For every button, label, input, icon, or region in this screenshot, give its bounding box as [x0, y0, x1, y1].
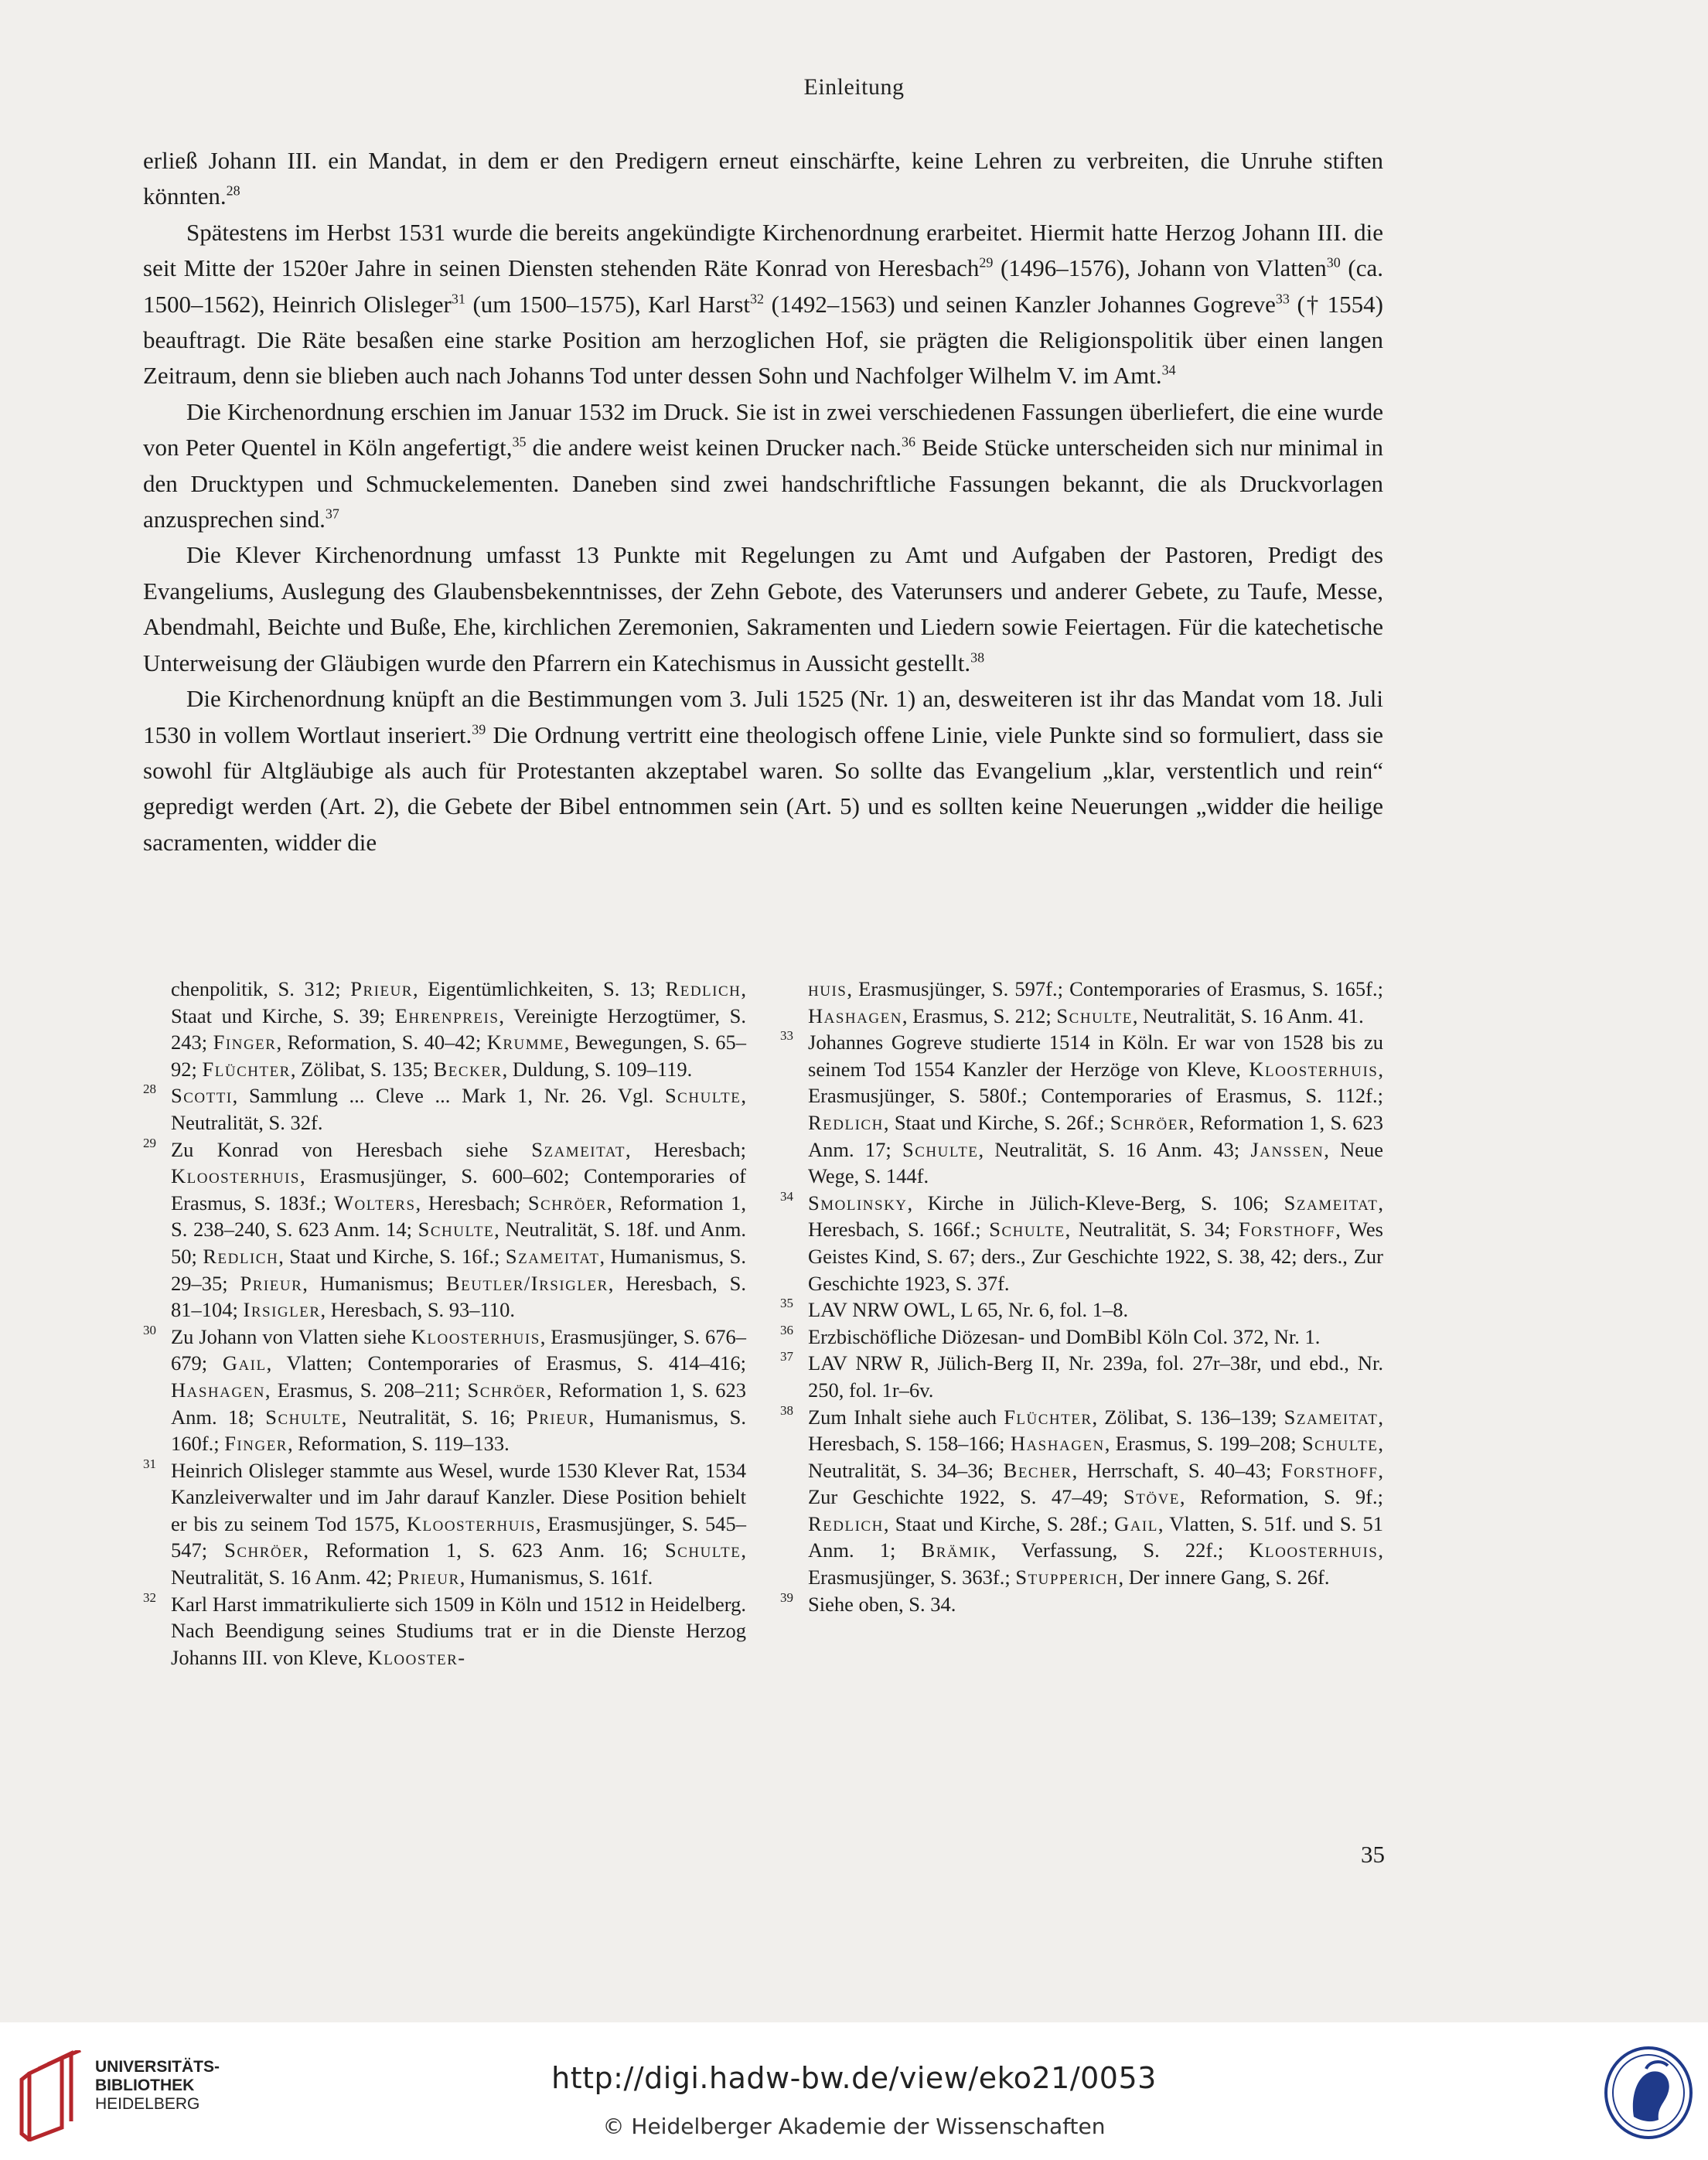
footnote-number: 39 [780, 1589, 793, 1605]
footer-bar [0, 2022, 1708, 2160]
author-name: Finger [224, 1432, 288, 1456]
author-name: Krumme [486, 1031, 564, 1054]
main-text [143, 143, 1383, 860]
footnote-number: 32 [143, 1589, 156, 1605]
author-name: Schulte [902, 1137, 979, 1161]
author-name: Prieur [350, 977, 413, 1000]
author-name: Schulte [664, 1538, 741, 1562]
author-name: Redlich [808, 1511, 884, 1535]
footnote: 36 Erzbischöfliche Diözesan- und DomBibl Köln Col. 372, Nr. 1. [780, 1324, 1383, 1351]
footnote: 38 Zum Inhalt siehe auch Flüchter, Zölibat, S. 136–139; Szameitat, Heresbach, S. 158–166; Hashagen, Erasmus, S. 199–208; Schulte, Neutralität, S. 34–36; Becher, Herrschaft, S. 40–43; Forsthoff, Zur Geschichte 1922, S. 47–49; Stöve, Reformation, S. 9f.; Redlich, Staat und Kirche, S. 28f.; Gail, Vlatten, S. 51f. und S. 51 Anm. 1; Brämik, Verfassung, S. 22f.; Kloosterhuis, Erasmusjünger, S. 363f.; Stupperich, Der innere Gang, S. 26f. [780, 1404, 1383, 1591]
academy-seal-icon[interactable] [1603, 2046, 1694, 2140]
author-name: Schulte [664, 1084, 741, 1108]
footnote: huis, Erasmusjünger, S. 597f.; Contemporaries of Erasmus, S. 165f.; Hashagen, Erasmus, S. 212; Schulte, Neutralität, S. 16 Anm. 41. [808, 977, 1383, 1027]
footnote-reference: 34 [1161, 363, 1176, 379]
author-name: Hashagen [1010, 1432, 1105, 1456]
library-name-line-1: UNIVERSITÄTS- [95, 2058, 220, 2076]
author-name: Kloosterhuis [1249, 1057, 1379, 1081]
author-name: Kloosterhuis [411, 1324, 540, 1348]
author-name: Irsigler [243, 1298, 321, 1322]
author-name: Flüchter [1004, 1405, 1093, 1429]
footnote-number: 37 [780, 1349, 793, 1364]
footnote-reference: 31 [451, 291, 465, 307]
author-name: Redlich [808, 1110, 884, 1134]
author-name: Becher [1003, 1458, 1072, 1482]
author-name: Flüchter [202, 1057, 291, 1081]
footnote: 35 LAV NRW OWL, L 65, Nr. 6, fol. 1–8. [780, 1296, 1383, 1324]
author-name: Janssen [1250, 1137, 1324, 1161]
author-name: Brämik [921, 1538, 991, 1562]
author-name: huis [808, 977, 847, 1000]
author-name: Stöve [1123, 1485, 1180, 1509]
author-name: Kloosterhuis [1249, 1538, 1379, 1562]
author-name: Szameitat [505, 1244, 600, 1268]
footnote-number: 36 [780, 1322, 793, 1337]
permalink-url[interactable]: http://digi.hadw-bw.de/view/eko21/0053 [551, 2061, 1157, 2095]
footnote-reference: 38 [970, 649, 985, 666]
footnote-number: 29 [143, 1135, 156, 1150]
page-number: 35 [1361, 1841, 1385, 1868]
author-name: Prieur [527, 1405, 589, 1429]
author-name: Finger [213, 1031, 277, 1054]
footnote-reference: 36 [902, 434, 916, 450]
footnote-number: 34 [780, 1188, 793, 1204]
author-name: Wolters [334, 1191, 416, 1215]
footnote-reference: 37 [325, 506, 339, 522]
author-name: Hashagen [171, 1378, 265, 1402]
author-name: Schulte [1301, 1432, 1379, 1456]
author-name: Kloosterhuis [406, 1511, 536, 1535]
footnote-number: 35 [780, 1296, 793, 1311]
footnote-number: 38 [780, 1402, 793, 1418]
author-name: Smolinsky [808, 1191, 908, 1215]
author-name: Ehrenpreis [394, 1003, 499, 1027]
footnote-reference: 35 [512, 434, 527, 450]
author-name: Schröer [527, 1191, 608, 1215]
author-name: Prieur [397, 1565, 460, 1589]
footnote-number: 33 [780, 1028, 793, 1044]
author-name: Schröer [467, 1378, 547, 1402]
author-name: Schulte [1056, 1003, 1133, 1027]
author-name: Hashagen [808, 1003, 902, 1027]
footnote: 33 Johannes Gogreve studierte 1514 in Köln. Er war von 1528 bis zu seinem Tod 1554 Kanzler der Herzöge von Kleve, Kloosterhuis, Erasmusjünger, S. 580f.; Contemporaries of Erasmus, S. 112f.; Redlich, Staat und Kirche, S. 26f.; Schröer, Reformation 1, S. 623 Anm. 17; Schulte, Neutralität, S. 16 Anm. 43; Janssen, Neue Wege, S. 144f. [780, 1029, 1383, 1190]
author-name: Forsthoff [1238, 1218, 1336, 1242]
author-name: Forsthoff [1280, 1458, 1379, 1482]
author-name: Schröer [224, 1538, 304, 1562]
footnotes-right-column [780, 976, 1383, 1671]
author-name: Schröer [1110, 1110, 1190, 1134]
author-name: Kloosterhuis [171, 1164, 300, 1188]
library-name-line-2: BIBLIOTHEK [95, 2077, 195, 2094]
footnotes-left-column [143, 976, 746, 1671]
author-name: Szameitat [531, 1137, 626, 1161]
paragraph: erließ Johann III. ein Mandat, in dem er den Predigern erneut einschärfte, keine Lehren zu verbreiten, die Unruhe stiften könnten.$^{28}$ [143, 147, 1383, 210]
author-name: Scotti [171, 1084, 233, 1108]
footnote: 37 LAV NRW R, Jülich-Berg II, Nr. 239a, fol. 27r–38r, und ebd., Nr. 250, fol. 1r–6v. [780, 1350, 1383, 1403]
footnote-number: 28 [143, 1082, 156, 1097]
author-name: Szameitat [1284, 1405, 1379, 1429]
footnote-reference: 32 [750, 291, 764, 307]
paragraph: Die Klever Kirchenordnung umfasst 13 Punkte mit Regelungen zu Amt und Aufgaben der Pastoren, Predigt des Evangeliums, Auslegung des Glaubensbekenntnisses, der Zehn Gebote, des Vaterunsers und anderer Gebete, zu Taufe, Messe, Abendmahl, Beichte und Buße, Ehe, kirchlichen Zeremonien, Sakramenten und Liedern sowie Feiertagen. Für die katechetische Unterweisung der Gläubigen wurde den Pfarrern ein Katechismus in Aussicht gestellt.$^{38}$ [143, 541, 1383, 676]
footnote: 32 Karl Harst immatrikulierte sich 1509 in Köln und 1512 in Heidelberg. Nach Beendigung seines Studiums trat er in die Dienste Herzog Johanns III. von Kleve, Klooster- [143, 1591, 746, 1671]
footnote-reference: 30 [1326, 254, 1341, 271]
author-name: Szameitat [1284, 1191, 1379, 1215]
footnote: 39 Siehe oben, S. 34. [780, 1591, 1383, 1618]
footnote: 29 Zu Konrad von Heresbach siehe Szameitat, Heresbach; Kloosterhuis, Erasmusjünger, S. 600–602; Contemporaries of Erasmus, S. 183f.; Wolters, Heresbach; Schröer, Reformation 1, S. 238–240, S. 623 Anm. 14; Schulte, Neutralität, S. 18f. und Anm. 50; Redlich, Staat und Kirche, S. 16f.; Szameitat, Humanismus, S. 29–35; Prieur, Humanismus; Beutler/Irsigler, Heresbach, S. 81–104; Irsigler, Heresbach, S. 93–110. [143, 1136, 746, 1324]
author-name: Becker [433, 1057, 503, 1081]
footnote: 34 Smolinsky, Kirche in Jülich-Kleve-Berg, S. 106; Szameitat, Heresbach, S. 166f.; Schulte, Neutralität, S. 34; Forsthoff, Wes Geistes Kind, S. 67; ders., Zur Geschichte 1922, S. 38, 42; ders., Zur Geschichte 1923, S. 37f. [780, 1190, 1383, 1296]
academy-seal-graphic [1603, 2046, 1694, 2140]
footnote-reference: 39 [472, 721, 486, 738]
footnotes [143, 976, 1383, 1671]
footnote-reference: 33 [1275, 291, 1290, 307]
library-name-line-3: HEIDELBERG [95, 2095, 200, 2113]
paragraph: Die Kirchenordnung erschien im Januar 1532 im Druck. Sie ist in zwei verschiedenen Fassungen überliefert, die eine wurde von Peter Quentel in Köln angefertigt,$^{35}$ die andere weist keinen Drucker nach.$^{36}$ Beide Stücke unterscheiden sich nur minimal in den Drucktypen und Schmuckelementen. Daneben sind zwei handschriftliche Fassungen bekannt, die als Druckvorlagen anzusprechen sind.$^{37}$ [143, 397, 1383, 533]
footnote-number: 31 [143, 1456, 156, 1471]
footnote: 28 Scotti, Sammlung ... Cleve ... Mark 1, Nr. 26. Vgl. Schulte, Neutralität, S. 32f. [143, 1082, 746, 1136]
author-name: Gail [222, 1351, 267, 1375]
footnote-reference: 29 [979, 254, 994, 271]
running-header: Einleitung [803, 74, 905, 100]
paragraph: Die Kirchenordnung knüpft an die Bestimmungen vom 3. Juli 1525 (Nr. 1) an, desweiteren ist ihr das Mandat vom 18. Juli 1530 in vollem Wortlaut inseriert.$^{39}$ Die Ordnung vertritt eine theologisch offene Linie, viele Punkte sind so formuliert, dass sie sowohl für Altgläubige als auch für Protestanten akzeptabel waren. So sollte das Evangelium „klar, verstentlich und rein“ gepredigt werden (Art. 2), die Gebete der Bibel entnommen sein (Art. 5) und es sollten keine Neuerungen „widder die heilige sacramenten, widder die [143, 685, 1383, 856]
author-name: Stupperich [1015, 1565, 1119, 1589]
footnote: 31 Heinrich Olisleger stammte aus Wesel, wurde 1530 Klever Rat, 1534 Kanzleiverwalter und im Jahr darauf Kanzler. Diese Position behielt er bis zu seinem Tod 1575, Kloosterhuis, Erasmusjünger, S. 545–547; Schröer, Reformation 1, S. 623 Anm. 16; Schulte, Neutralität, S. 16 Anm. 42; Prieur, Humanismus, S. 161f. [143, 1457, 746, 1591]
author-name: Schulte [418, 1218, 495, 1242]
footnote-reference: 28 [226, 183, 240, 199]
paragraph: Spätestens im Herbst 1531 wurde die bereits angekündigte Kirchenordnung erarbeitet. Hiermit hatte Herzog Johann III. die seit Mitte der 1520er Jahre in seinen Diensten stehenden Räte Konrad von Heresbach$^{29}$ (1496–1576), Johann von Vlatten$^{30}$ (ca. 1500–1562), Heinrich Olisleger$^{31}$ (um 1500–1575), Karl Harst$^{32}$ (1492–1563) und seinen Kanzler Johannes Gogreve$^{33}$ († 1554) beauftragt. Die Räte besaßen eine starke Position am herzoglichen Hof, sie prägten die Religionspolitik über einen langen Zeitraum, denn sie blieben auch nach Johanns Tod unter dessen Sohn und Nachfolger Wilhelm V. im Amt.$^{34}$ [143, 218, 1383, 390]
author-name: Schulte [265, 1405, 342, 1429]
author-name: Gail [1114, 1511, 1158, 1535]
author-name: Prieur [240, 1271, 303, 1295]
author-name: Schulte [989, 1218, 1065, 1242]
author-name: Beutler/Irsigler [445, 1271, 609, 1295]
author-name: Redlich [203, 1244, 279, 1268]
author-name: Klooster- [367, 1645, 466, 1669]
footnote: chenpolitik, S. 312; Prieur, Eigentümlichkeiten, S. 13; Redlich, Staat und Kirche, S. 39; Ehrenpreis, Vereinigte Herzogtümer, S. 243; Finger, Reformation, S. 40–42; Krumme, Bewegungen, S. 65–92; Flüchter, Zölibat, S. 135; Becker, Duldung, S. 109–119. [171, 977, 746, 1081]
footnote-number: 30 [143, 1322, 156, 1337]
author-name: Redlich [665, 977, 741, 1000]
footnote: 30 Zu Johann von Vlatten siehe Kloosterhuis, Erasmusjünger, S. 676–679; Gail, Vlatten; Contemporaries of Erasmus, S. 414–416; Hashagen, Erasmus, S. 208–211; Schröer, Reformation 1, S. 623 Anm. 18; Schulte, Neutralität, S. 16; Prieur, Humanismus, S. 160f.; Finger, Reformation, S. 119–133. [143, 1324, 746, 1457]
copyright-notice: © Heidelberger Akademie der Wissenschaften [602, 2114, 1106, 2139]
